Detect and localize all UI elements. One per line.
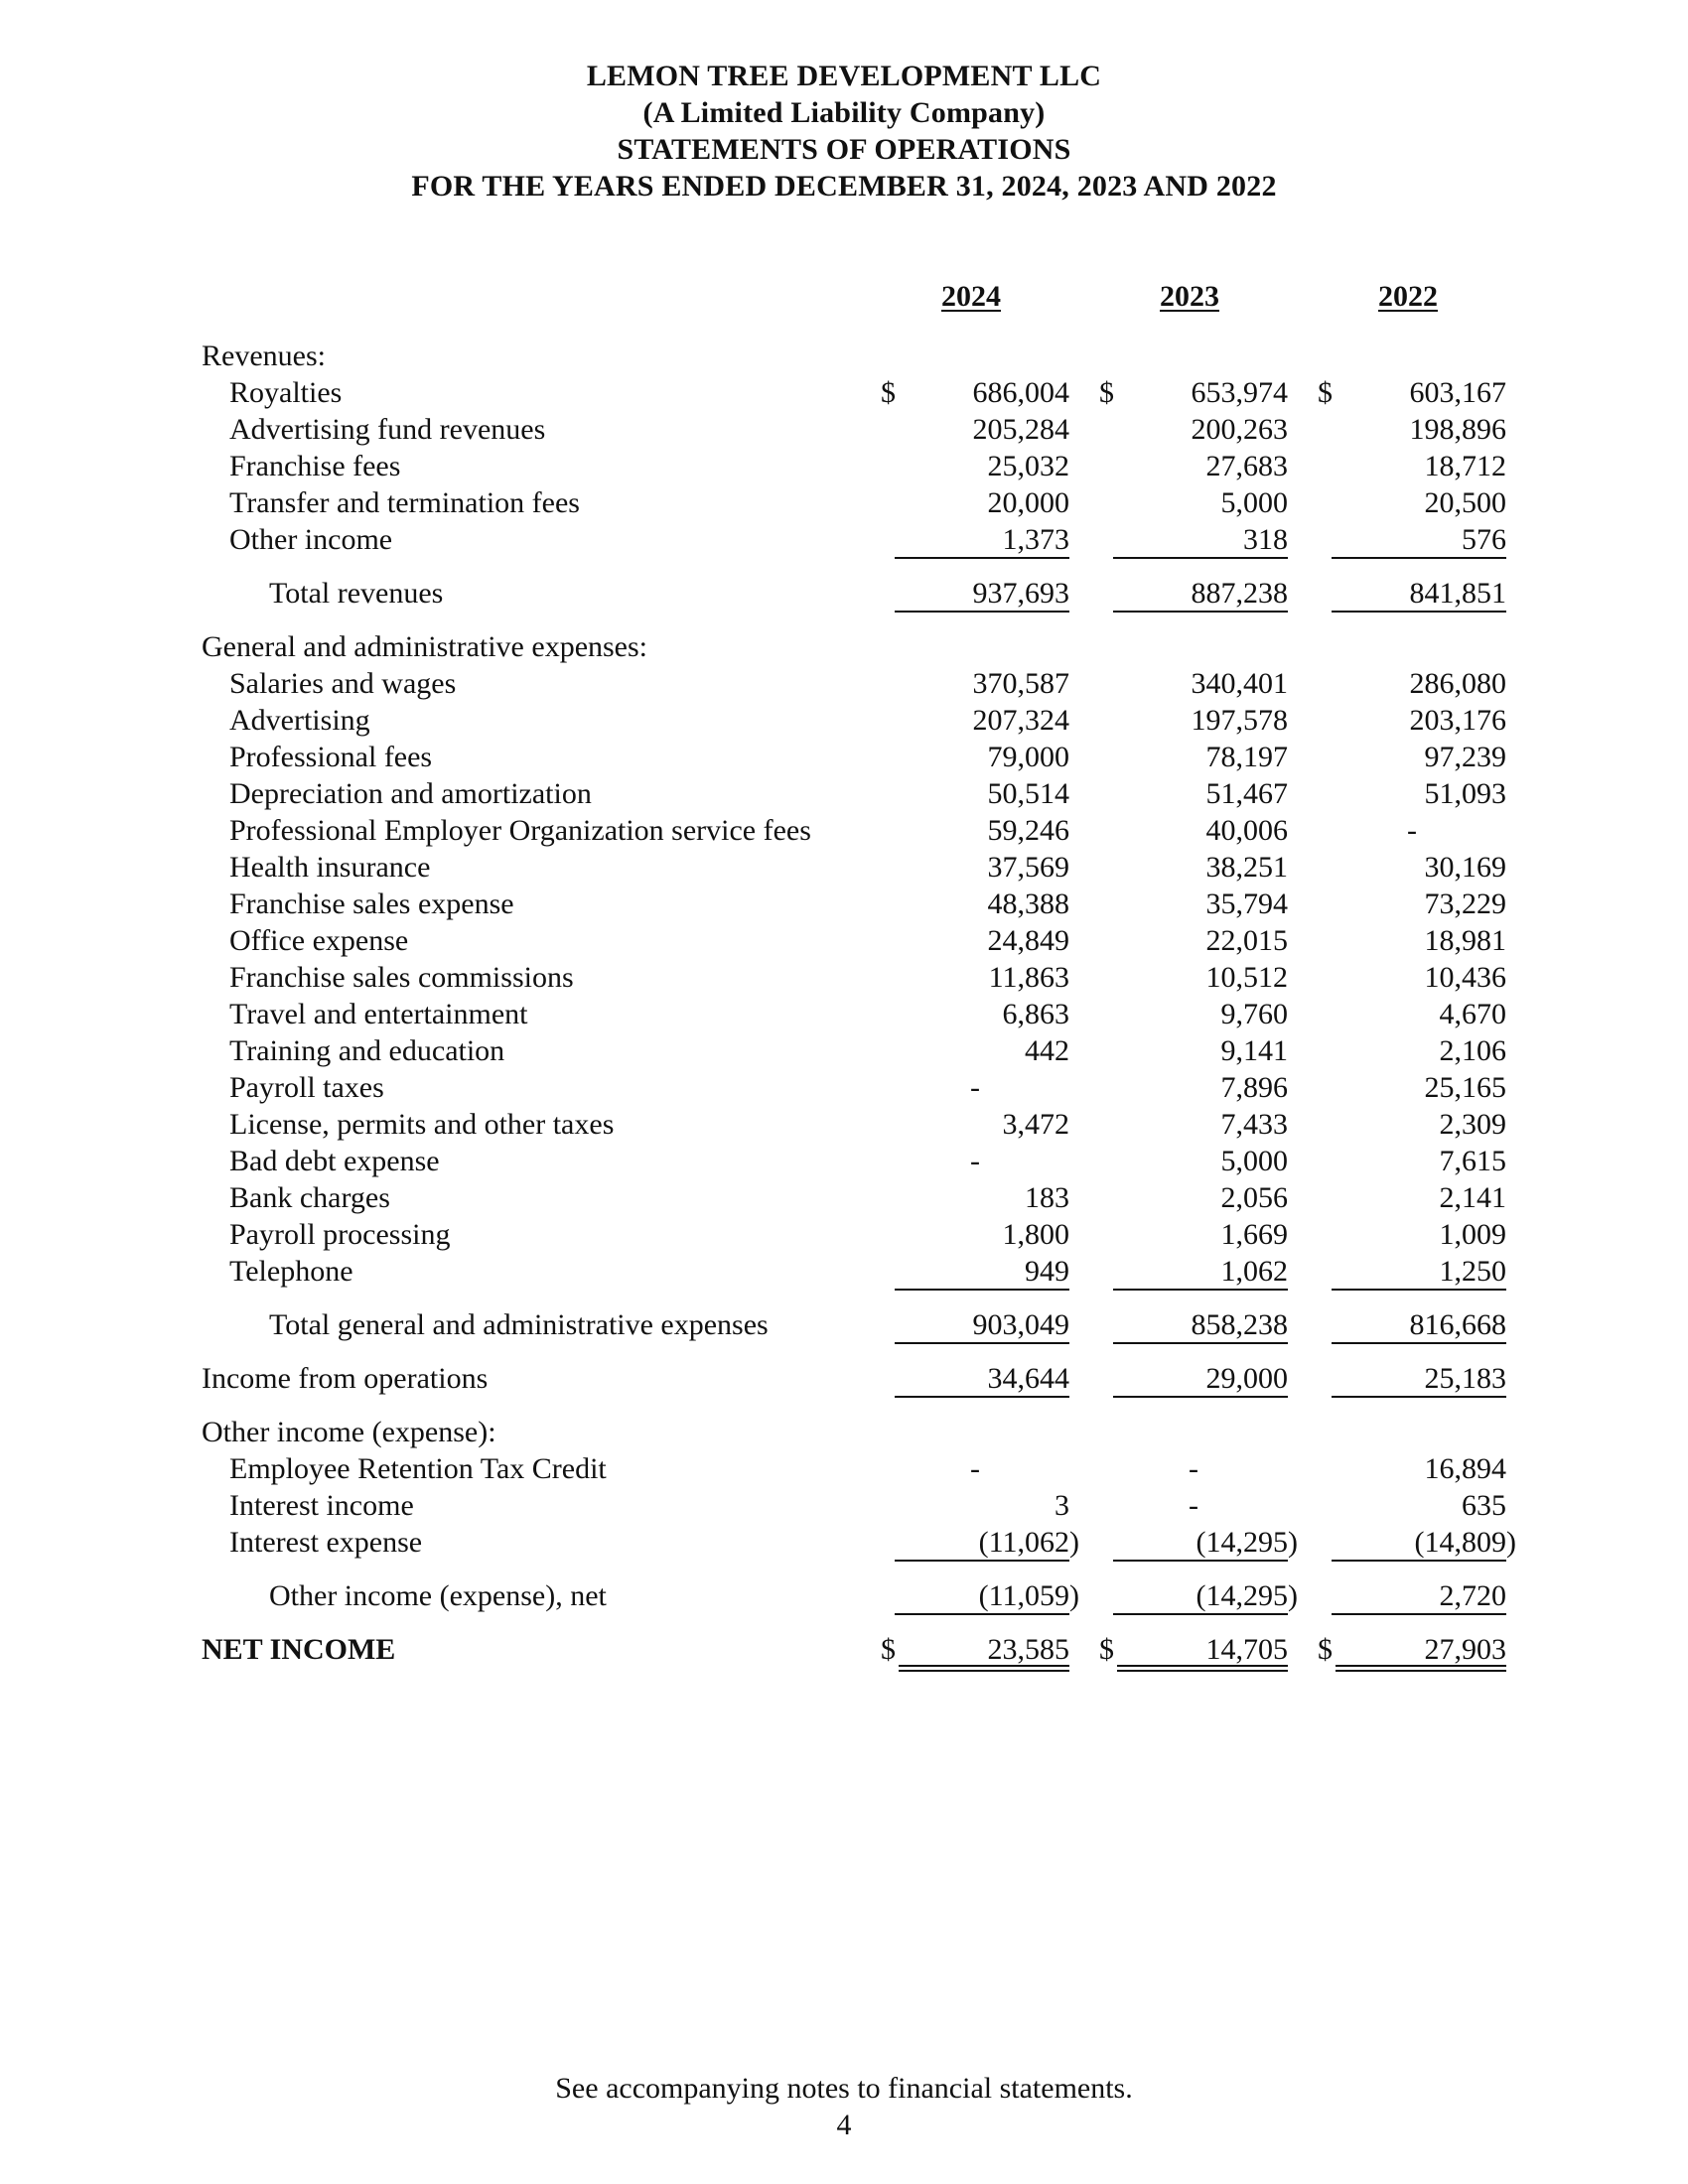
amount-2023: 200,263 [1191,413,1288,446]
amount-2024: 24,849 [987,924,1069,957]
amount-2022: 18,712 [1424,450,1506,482]
amount-2022: 576 [1462,523,1506,556]
amount-2024: - [970,1452,980,1485]
amount-2023: 1,062 [1220,1255,1288,1288]
line-item-row [0,448,1688,484]
line-item-row [0,739,1688,775]
amount-2024: 20,000 [987,486,1069,519]
line-item-label: Depreciation and amortization [229,777,592,810]
amount-2023: 22,015 [1205,924,1288,957]
amount-2022: 816,668 [1409,1308,1506,1341]
amount-2022: 635 [1462,1489,1506,1522]
company-name: LEMON TREE DEVELOPMENT LLC [586,60,1102,92]
income-from-operations-row [0,1360,1688,1397]
amount-2024: 23,585 [987,1633,1069,1666]
line-item-label: Advertising fund revenues [229,413,546,446]
amount-2023: 14,705 [1205,1633,1288,1666]
single-underline [1113,1289,1288,1291]
amount-2023: 7,433 [1220,1108,1288,1141]
amount-2023: 887,238 [1191,577,1288,610]
amount-2023: 7,896 [1220,1071,1288,1104]
page-footer [0,2070,1688,2143]
line-item-row [0,702,1688,739]
footer-note: See accompanying notes to financial statements. [555,2072,1133,2105]
line-item-label: Other income [229,523,393,556]
single-underline [895,1342,1069,1344]
entity-type: (A Limited Liability Company) [642,96,1046,129]
amount-2024: 370,587 [972,667,1069,700]
amount-2024: 59,246 [987,814,1069,847]
line-item-row [0,1216,1688,1253]
amount-2022: 51,093 [1424,777,1506,810]
section-heading-other: Other income (expense): [202,1416,496,1448]
line-item-row [0,1143,1688,1179]
line-item-row [0,1069,1688,1106]
line-item-row [0,1487,1688,1524]
amount-2022: 30,169 [1424,851,1506,884]
line-item-label: Transfer and termination fees [229,486,580,519]
total-label: Other income (expense), net [269,1579,607,1612]
line-item-row [0,1524,1688,1561]
amount-2023: (14,295) [1196,1526,1298,1559]
amount-2022: (14,809) [1414,1526,1516,1559]
amount-2024: - [970,1071,980,1104]
line-item-row [0,1253,1688,1290]
amount-2022: 97,239 [1424,741,1506,773]
amount-2022: 18,981 [1424,924,1506,957]
amount-2023: 653,974 [1191,376,1288,409]
amount-2023: 29,000 [1205,1362,1288,1395]
amount-2024: 6,863 [1002,998,1069,1030]
amount-2024: 205,284 [972,413,1069,446]
amount-2022: 2,141 [1439,1181,1506,1214]
statement-title: STATEMENTS OF OPERATIONS [617,133,1071,166]
single-underline [1113,1342,1288,1344]
single-underline [1332,1560,1506,1562]
amount-2024: 34,644 [987,1362,1069,1395]
line-item-label: Telephone [229,1255,353,1288]
amount-2022: 4,670 [1439,998,1506,1030]
amount-2022: 16,894 [1424,1452,1506,1485]
single-underline [895,1560,1069,1562]
page-number: 4 [836,2109,852,2141]
line-item-label: Franchise sales commissions [229,961,574,994]
column-headers [0,280,1688,320]
amount-2024: (11,059) [978,1579,1079,1612]
single-underline [1113,1560,1288,1562]
line-item-label: Interest income [229,1489,414,1522]
section-heading-expenses: General and administrative expenses: [202,630,648,663]
line-item-label: License, permits and other taxes [229,1108,615,1141]
line-item-row [0,1179,1688,1216]
line-item-row [0,521,1688,558]
line-item-row [0,484,1688,521]
line-item-label: Bad debt expense [229,1145,440,1177]
amount-2023: 35,794 [1205,887,1288,920]
line-item-label: Salaries and wages [229,667,457,700]
dollar-sign: $ [881,1633,896,1666]
amount-2024: 1,373 [1002,523,1069,556]
amount-2023: 2,056 [1220,1181,1288,1214]
line-item-label: Health insurance [229,851,431,884]
double-underline [1117,1665,1288,1672]
single-underline [1113,1396,1288,1398]
amount-2023: 318 [1243,523,1288,556]
amount-2024: 48,388 [987,887,1069,920]
single-underline [1332,1396,1506,1398]
dollar-sign: $ [1318,1633,1333,1666]
line-item-label: Franchise sales expense [229,887,514,920]
single-underline [1332,1289,1506,1291]
amount-2024: 3 [1055,1489,1069,1522]
amount-2022: 286,080 [1409,667,1506,700]
amount-2023: - [1189,1452,1198,1485]
single-underline [1332,1342,1506,1344]
amount-2024: 79,000 [987,741,1069,773]
single-underline [895,557,1069,559]
amount-2024: 1,800 [1002,1218,1069,1251]
net-income-label: NET INCOME [202,1633,396,1666]
dollar-sign: $ [881,376,896,409]
amount-2024: 183 [1025,1181,1069,1214]
line-item-label: Professional Employer Organization service fees [229,814,811,847]
amount-2022: 7,615 [1439,1145,1506,1177]
amount-2022: 2,309 [1439,1108,1506,1141]
line-item-row [0,665,1688,702]
dollar-sign: $ [1099,1633,1114,1666]
total-label: Total general and administrative expenses [269,1308,769,1341]
amount-2022: 1,009 [1439,1218,1506,1251]
amount-2022: 25,183 [1424,1362,1506,1395]
line-item-row [0,849,1688,886]
amount-2023: 40,006 [1205,814,1288,847]
line-item-label: Training and education [229,1034,505,1067]
other-net-row [0,1577,1688,1614]
line-item-label: Interest expense [229,1526,423,1559]
section-heading-revenues: Revenues: [202,340,326,372]
line-item-label: Employee Retention Tax Credit [229,1452,607,1485]
statement-period: FOR THE YEARS ENDED DECEMBER 31, 2024, 2023 AND 2022 [411,170,1277,203]
line-item-label: Payroll processing [229,1218,451,1251]
amount-2024: 3,472 [1002,1108,1069,1141]
subtotal-label: Income from operations [202,1362,489,1395]
amount-2024: 50,514 [987,777,1069,810]
amount-2022: 198,896 [1409,413,1506,446]
line-item-label: Travel and entertainment [229,998,528,1030]
line-item-row [0,996,1688,1032]
line-item-row [0,1032,1688,1069]
amount-2024: 442 [1025,1034,1069,1067]
amount-2023: 9,760 [1220,998,1288,1030]
line-item-row [0,959,1688,996]
amount-2023: 5,000 [1220,1145,1288,1177]
amount-2022: 603,167 [1409,376,1506,409]
column-header-2023: 2023 [1160,280,1219,313]
amount-2024: 37,569 [987,851,1069,884]
amount-2023: 5,000 [1220,486,1288,519]
amount-2023: 1,669 [1220,1218,1288,1251]
single-underline [1332,1613,1506,1615]
line-item-row [0,1450,1688,1487]
amount-2024: 903,049 [972,1308,1069,1341]
single-underline [895,1396,1069,1398]
line-item-row [0,1106,1688,1143]
amount-2023: 10,512 [1205,961,1288,994]
net-income-row [0,1631,1688,1668]
line-item-label: Payroll taxes [229,1071,384,1104]
amount-2022: 1,250 [1439,1255,1506,1288]
line-item-label: Office expense [229,924,409,957]
total-revenues-row [0,575,1688,612]
amount-2024: 937,693 [972,577,1069,610]
line-item-label: Advertising [229,704,370,737]
line-item-label: Royalties [229,376,343,409]
single-underline [895,1613,1069,1615]
amount-2022: 27,903 [1424,1633,1506,1666]
amount-2023: 51,467 [1205,777,1288,810]
amount-2024: (11,062) [978,1526,1079,1559]
dollar-sign: $ [1318,376,1333,409]
amount-2022: - [1407,814,1417,847]
single-underline [1113,557,1288,559]
amount-2022: 2,106 [1439,1034,1506,1067]
double-underline [899,1665,1069,1672]
amount-2022: 25,165 [1424,1071,1506,1104]
amount-2023: 78,197 [1205,741,1288,773]
double-underline [1336,1665,1506,1672]
amount-2022: 20,500 [1424,486,1506,519]
statement-header [0,58,1688,205]
column-header-2022: 2022 [1378,280,1438,313]
column-header-2024: 2024 [941,280,1001,313]
single-underline [1332,611,1506,613]
line-item-row [0,775,1688,812]
amount-2024: 11,863 [988,961,1069,994]
amount-2023: 858,238 [1191,1308,1288,1341]
total-expenses-row [0,1306,1688,1343]
amount-2024: 207,324 [972,704,1069,737]
amount-2022: 10,436 [1424,961,1506,994]
amount-2023: - [1189,1489,1198,1522]
amount-2022: 841,851 [1409,577,1506,610]
amount-2024: 686,004 [972,376,1069,409]
single-underline [895,1289,1069,1291]
dollar-sign: $ [1099,376,1114,409]
line-item-row [0,411,1688,448]
amount-2023: 9,141 [1220,1034,1288,1067]
amount-2022: 73,229 [1424,887,1506,920]
statement-table [0,338,1688,1668]
line-item-row [0,812,1688,849]
amount-2024: - [970,1145,980,1177]
line-item-label: Bank charges [229,1181,390,1214]
single-underline [1332,557,1506,559]
line-item-label: Franchise fees [229,450,401,482]
single-underline [1113,1613,1288,1615]
amount-2024: 25,032 [987,450,1069,482]
line-item-row [0,886,1688,922]
single-underline [1113,611,1288,613]
amount-2024: 949 [1025,1255,1069,1288]
amount-2023: 197,578 [1191,704,1288,737]
amount-2022: 203,176 [1409,704,1506,737]
line-item-row [0,922,1688,959]
single-underline [895,611,1069,613]
amount-2022: 2,720 [1439,1579,1506,1612]
total-label: Total revenues [269,577,444,610]
amount-2023: (14,295) [1196,1579,1298,1612]
amount-2023: 27,683 [1205,450,1288,482]
line-item-row [0,374,1688,411]
line-item-label: Professional fees [229,741,433,773]
amount-2023: 38,251 [1205,851,1288,884]
amount-2023: 340,401 [1191,667,1288,700]
